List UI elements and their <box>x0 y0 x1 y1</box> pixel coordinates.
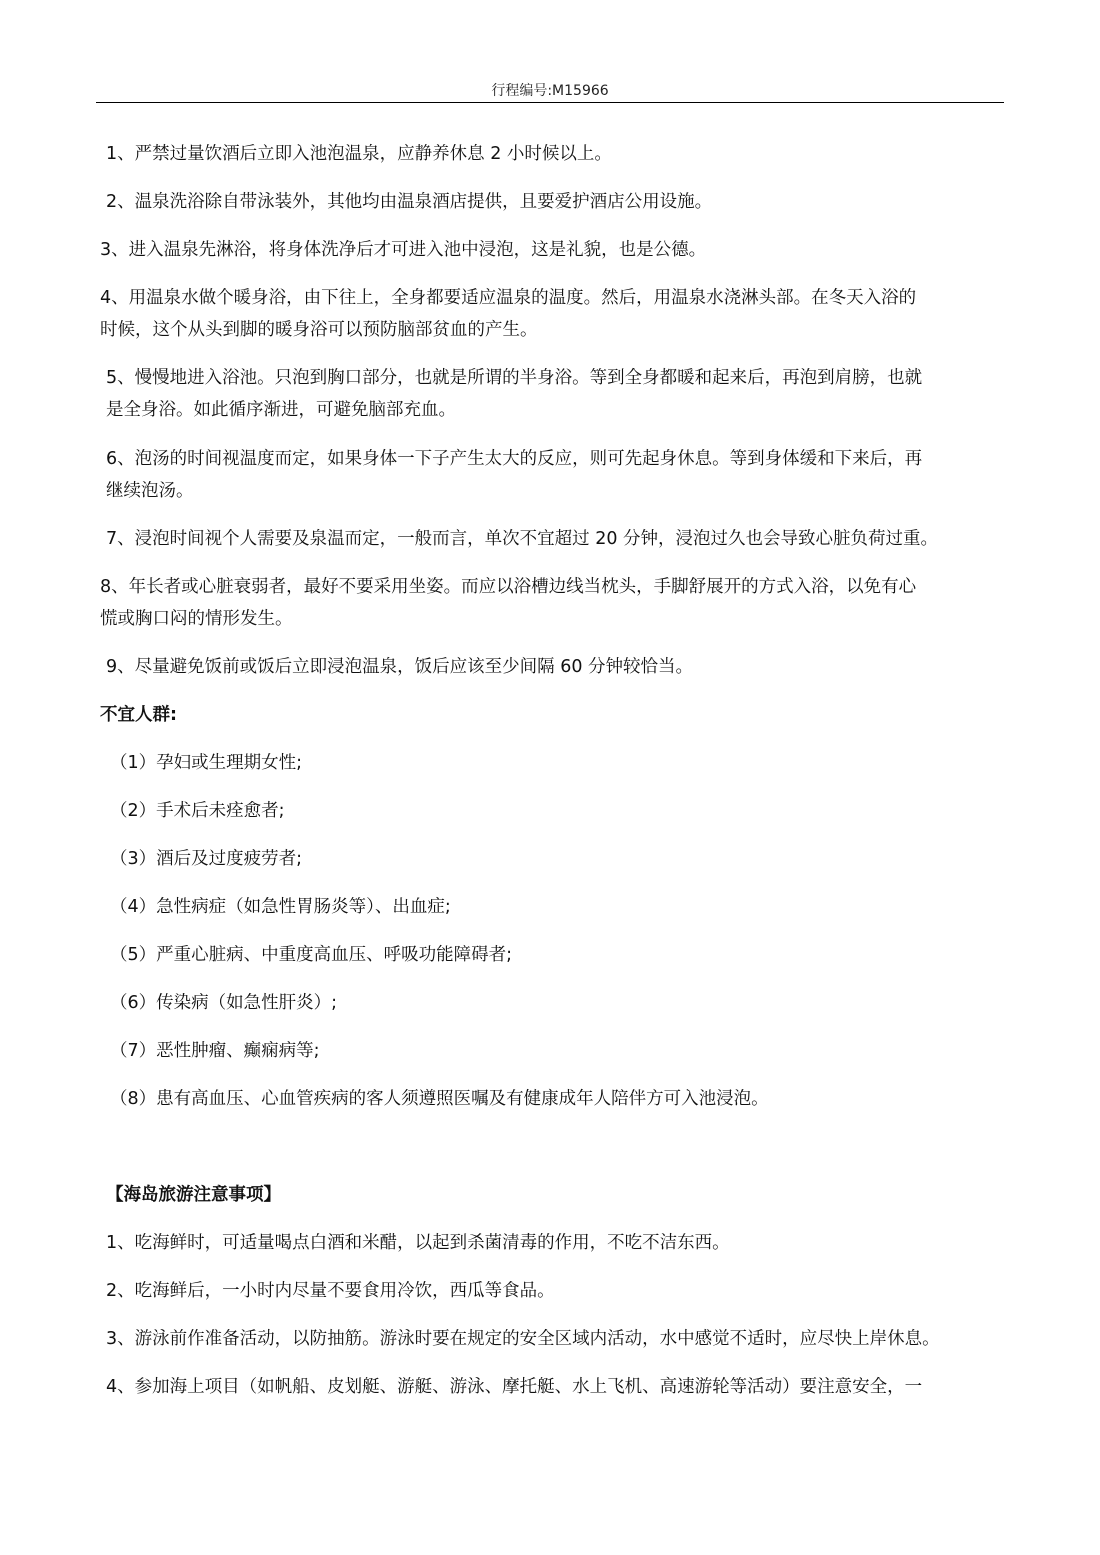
island-note-3: 3、游泳前作准备活动，以防抽筋。游泳时要在规定的安全区域内活动，水中感觉不适时，应尽快上岸休息。 <box>106 1329 940 1349</box>
unsuitable-item-5: （5）严重心脏病、中重度高血压、呼吸功能障碍者; <box>110 945 513 965</box>
unsuitable-item-2: （2）手术后未痊愈者; <box>110 801 285 821</box>
hot-spring-note-4-line-2: 时候，这个从头到脚的暖身浴可以预防脑部贫血的产生。 <box>100 320 538 340</box>
itinerary-number-header: 行程编号:M15966 <box>491 83 609 99</box>
hot-spring-note-8-line-2: 慌或胸口闷的情形发生。 <box>100 609 293 629</box>
hot-spring-note-5-line-2: 是全身浴。如此循序渐进，可避免脑部充血。 <box>106 400 456 420</box>
unsuitable-item-7: （7）恶性肿瘤、癫痫病等; <box>110 1041 320 1061</box>
hot-spring-note-3: 3、进入温泉先淋浴，将身体洗净后才可进入池中浸泡，这是礼貌，也是公德。 <box>100 240 707 260</box>
hot-spring-note-9: 9、尽量避免饭前或饭后立即浸泡温泉，饭后应该至少间隔 60 分钟较恰当。 <box>106 657 694 677</box>
unsuitable-item-1: （1）孕妇或生理期女性; <box>110 753 303 773</box>
hot-spring-note-8-line-1: 8、年长者或心脏衰弱者，最好不要采用坐姿。而应以浴槽边线当枕头，手脚舒展开的方式入浴，以免有心 <box>100 577 917 597</box>
hot-spring-note-2: 2、温泉洗浴除自带泳装外，其他均由温泉酒店提供，且要爱护酒店公用设施。 <box>106 192 713 212</box>
unsuitable-item-6: （6）传染病（如急性肝炎）; <box>110 993 338 1013</box>
island-note-2: 2、吃海鲜后，一小时内尽量不要食用冷饮，西瓜等食品。 <box>106 1281 555 1301</box>
island-note-1: 1、吃海鲜时，可适量喝点白酒和米醋，以起到杀菌清毒的作用，不吃不洁东西。 <box>106 1233 730 1253</box>
hot-spring-note-5-line-1: 5、慢慢地进入浴池。只泡到胸口部分，也就是所谓的半身浴。等到全身都暖和起来后，再泡到肩膀，也就 <box>106 368 923 388</box>
island-note-4: 4、参加海上项目（如帆船、皮划艇、游艇、游泳、摩托艇、水上飞机、高速游轮等活动）要注意安全，一 <box>106 1377 923 1397</box>
hot-spring-note-4-line-1: 4、用温泉水做个暖身浴，由下往上，全身都要适应温泉的温度。然后，用温泉水浇淋头部。在冬天入浴的 <box>100 288 917 308</box>
hot-spring-note-1: 1、严禁过量饮酒后立即入池泡温泉，应静养休息 2 小时候以上。 <box>106 144 612 164</box>
unsuitable-item-4: （4）急性病症（如急性胃肠炎等）、出血症; <box>110 897 451 917</box>
unsuitable-heading: 不宜人群: <box>100 705 177 725</box>
island-heading: 【海岛旅游注意事项】 <box>106 1185 281 1205</box>
hot-spring-note-7: 7、浸泡时间视个人需要及泉温而定，一般而言，单次不宜超过 20 分钟，浸泡过久也会导致心脏负荷过重。 <box>106 529 939 549</box>
unsuitable-item-3: （3）酒后及过度疲劳者; <box>110 849 303 869</box>
header-divider <box>96 102 1004 103</box>
hot-spring-note-6-line-1: 6、泡汤的时间视温度而定，如果身体一下子产生太大的反应，则可先起身休息。等到身体缓和下来后，再 <box>106 449 923 469</box>
hot-spring-note-6-line-2: 继续泡汤。 <box>106 481 194 501</box>
unsuitable-item-8: （8）患有高血压、心血管疾病的客人须遵照医嘱及有健康成年人陪伴方可入池浸泡。 <box>110 1089 769 1109</box>
